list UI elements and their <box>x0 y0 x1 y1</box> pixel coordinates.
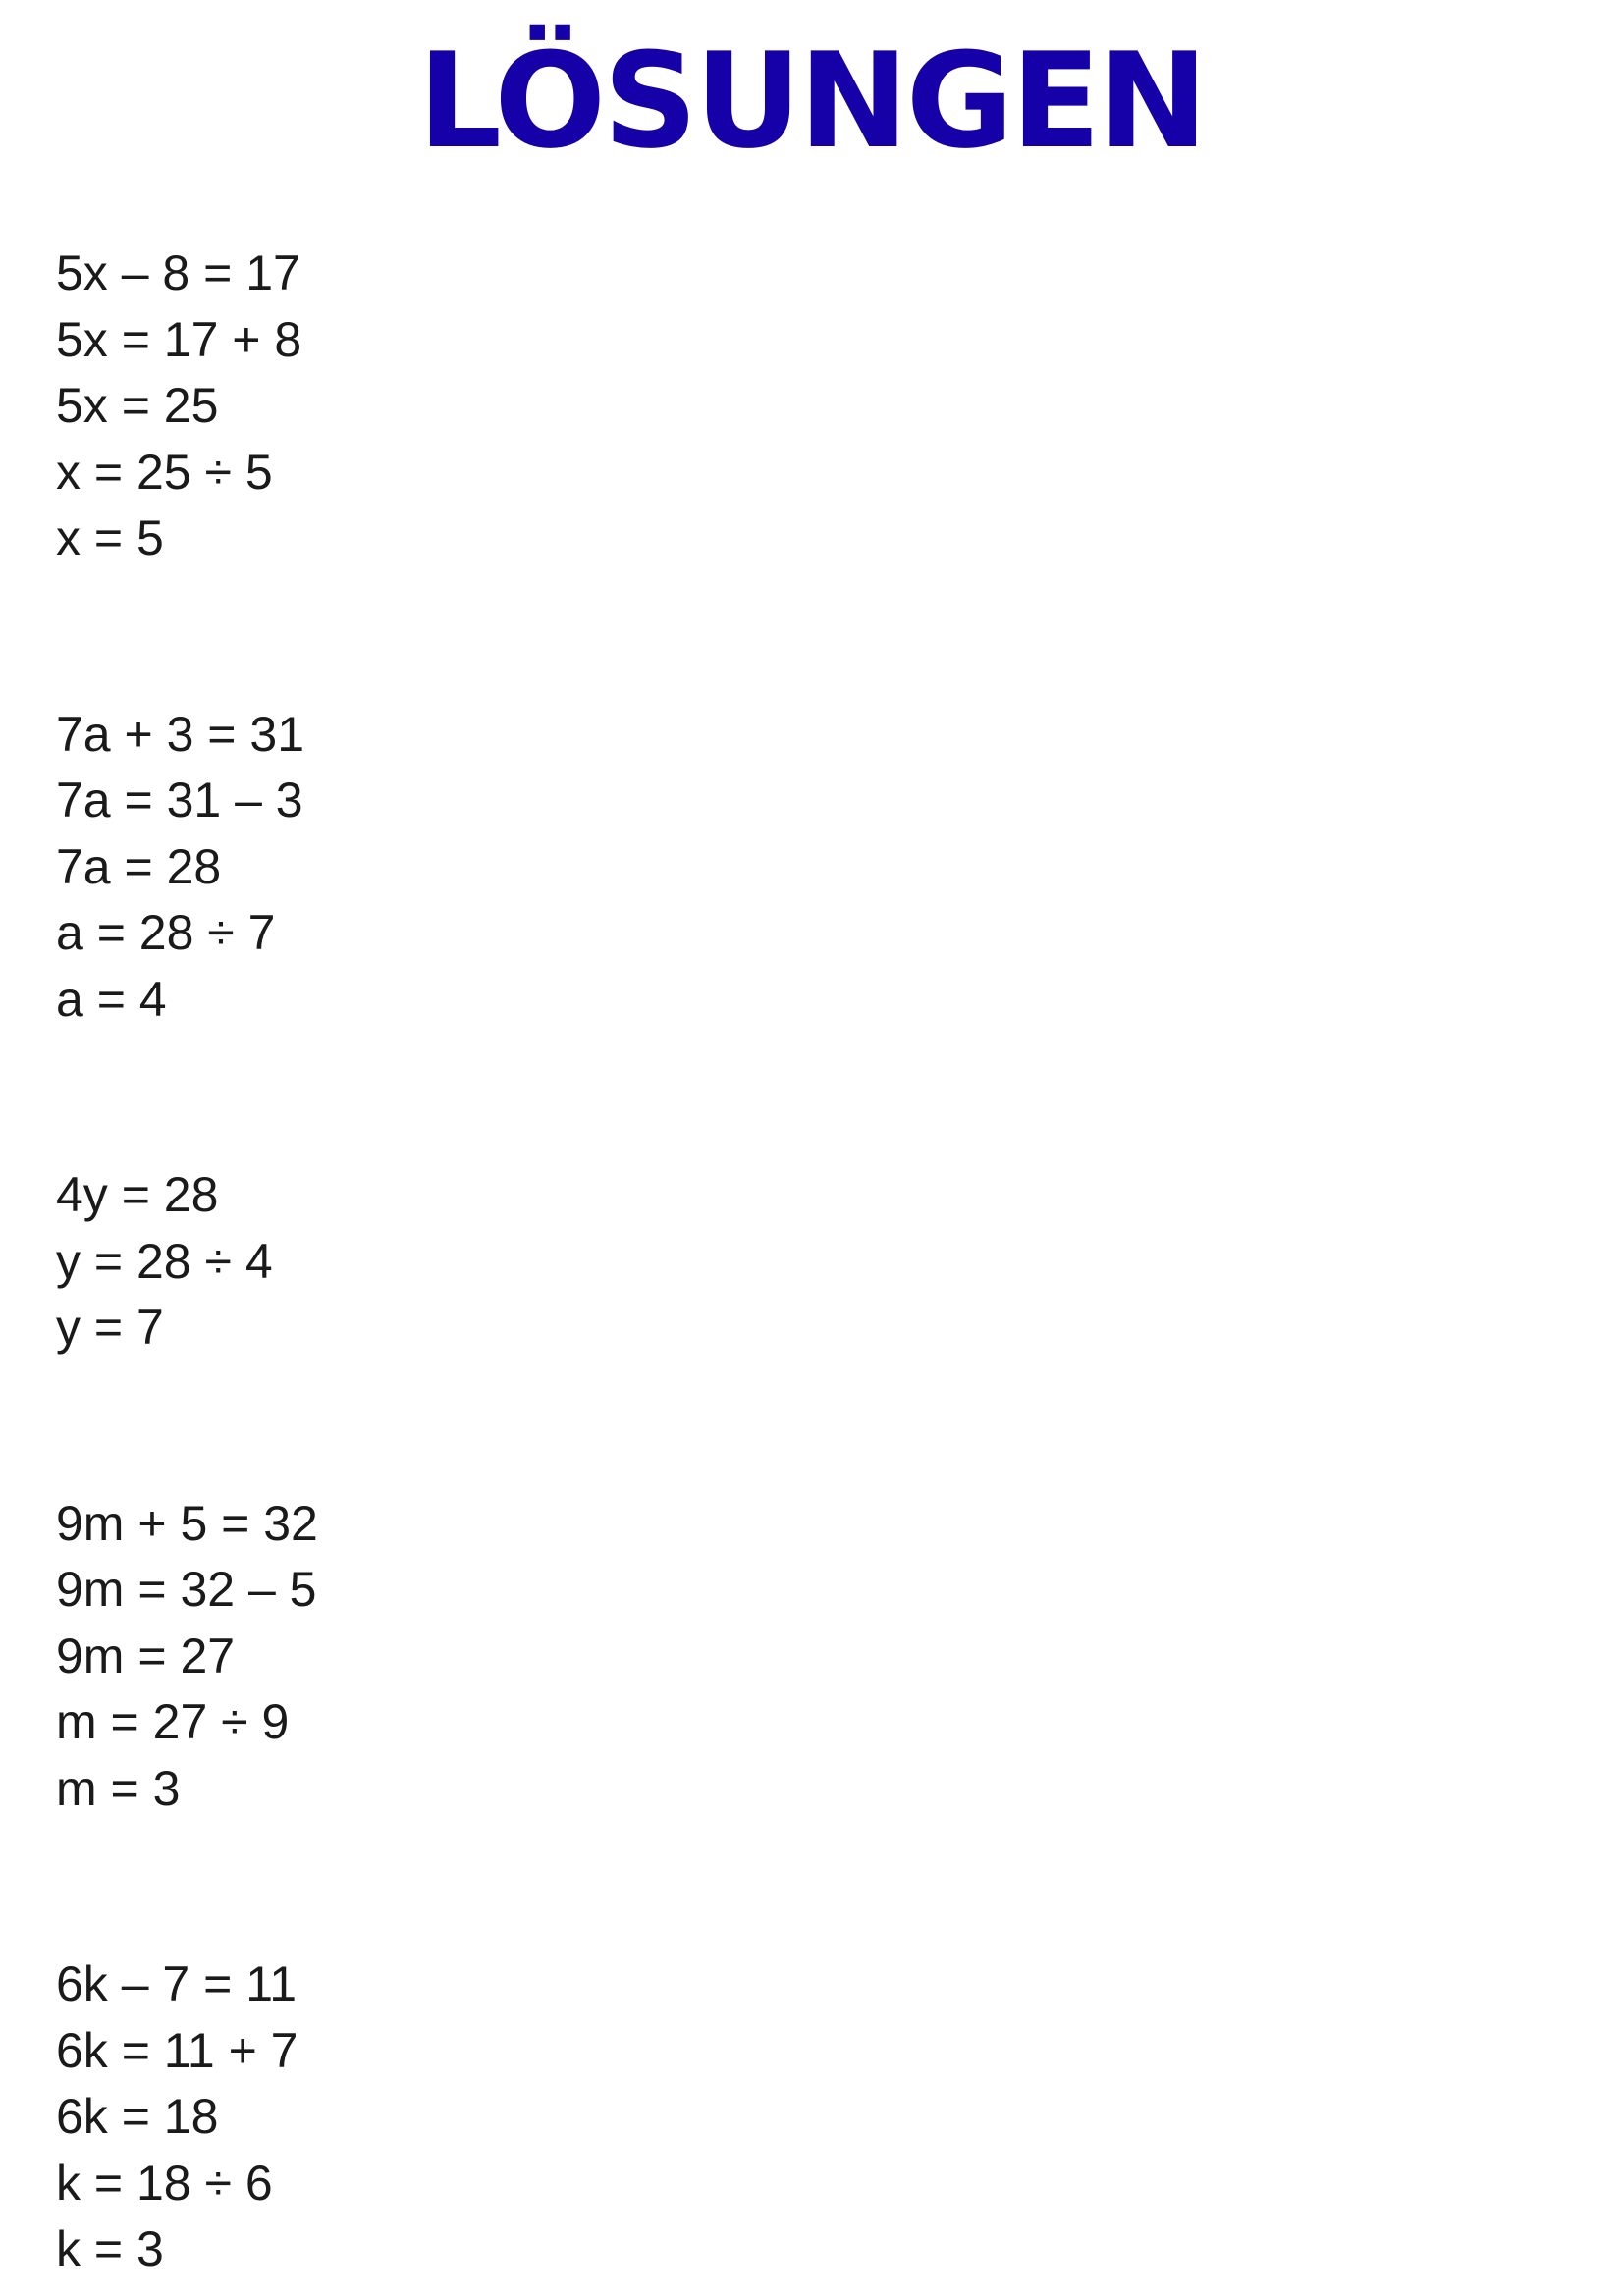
equation-step: y = 28 ÷ 4 <box>56 1233 273 1289</box>
equation-step: 6k = 11 + 7 <box>56 2022 298 2078</box>
equation-result: y = 7 <box>56 1300 164 1355</box>
solution-block-4 <box>56 1491 940 1823</box>
solution-block-5 <box>56 1951 940 2283</box>
equation-step: 9m = 32 – 5 <box>56 1562 317 1617</box>
equation-step: 5x = 25 <box>56 378 219 433</box>
equation-result: k = 3 <box>56 2221 164 2276</box>
equation-result: m = 3 <box>56 1760 181 1816</box>
solution-block-2 <box>56 702 940 1034</box>
page-title: LÖSUNGEN <box>417 25 1206 178</box>
equation-step: a = 28 ÷ 7 <box>56 905 276 960</box>
equation-step: k = 18 ÷ 6 <box>56 2155 273 2211</box>
equation-step: 5x = 17 + 8 <box>56 311 302 367</box>
equation-result: a = 4 <box>56 971 167 1027</box>
equation-step: 6k = 18 <box>56 2089 219 2144</box>
solution-block-3 <box>56 1162 940 1362</box>
equation-result: x = 5 <box>56 510 164 565</box>
equation-step: x = 25 ÷ 5 <box>56 444 273 500</box>
equation-step: 6k – 7 = 11 <box>56 1956 298 2011</box>
solutions-list <box>56 240 940 2283</box>
equation-step: 7a + 3 = 31 <box>56 706 305 762</box>
solution-block-1 <box>56 240 940 572</box>
equation-step: 9m + 5 = 32 <box>56 1495 318 1551</box>
equation-step: 9m = 27 <box>56 1628 236 1683</box>
equation-step: 7a = 28 <box>56 838 222 894</box>
equation-step: 7a = 31 – 3 <box>56 773 303 828</box>
equation-step: 5x – 8 = 17 <box>56 245 300 300</box>
equation-step: 4y = 28 <box>56 1167 219 1222</box>
equation-step: m = 27 ÷ 9 <box>56 1694 290 1749</box>
